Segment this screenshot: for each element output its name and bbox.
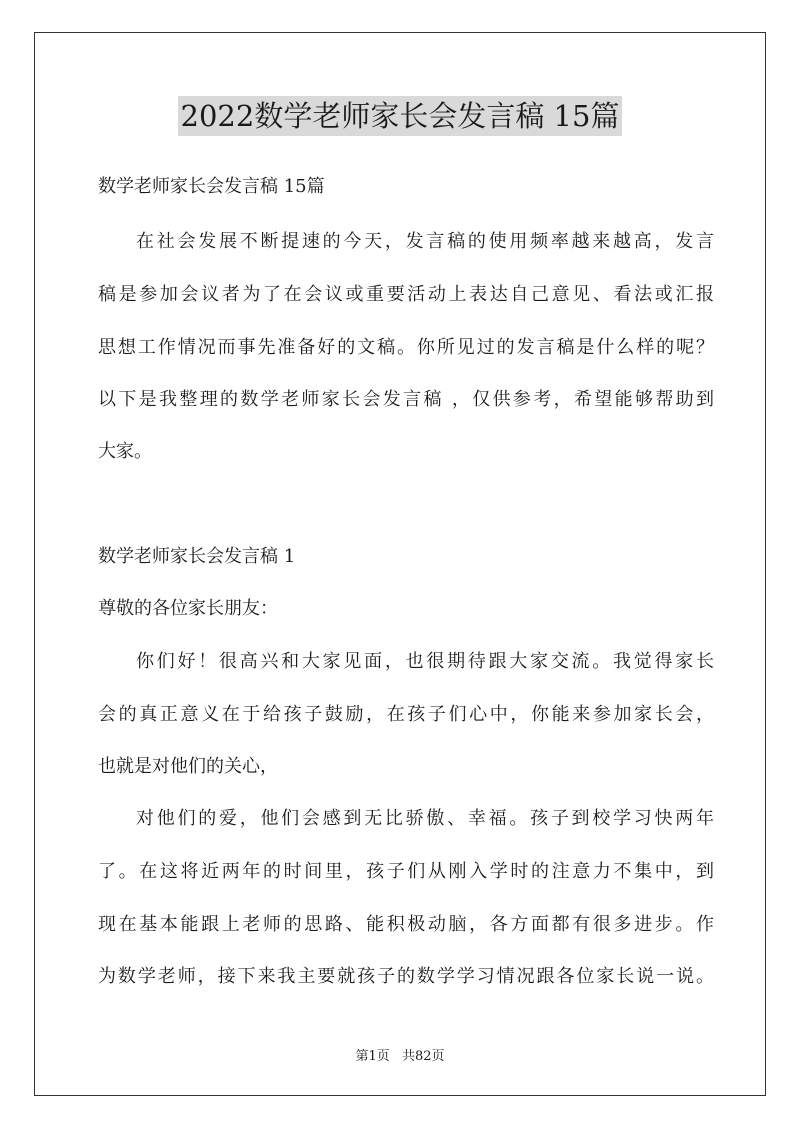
paragraph-line: 为数学老师，接下来我主要就孩子的数学学习情况跟各位家长说一说。 bbox=[98, 966, 714, 987]
intro-line: 大家。 bbox=[98, 441, 152, 462]
paragraph-line: 会的真正意义在于给孩子鼓励，在孩子们心中，你能来参加家长会， bbox=[98, 704, 714, 725]
paragraph-line: 了。在这将近两年的时间里，孩子们从刚入学时的注意力不集中，到 bbox=[98, 861, 714, 882]
intro-line: 思想工作情况而事先准备好的文稿。你所见过的发言稿是什么样的呢？ bbox=[98, 337, 714, 358]
salutation: 尊敬的各位家长朋友： bbox=[98, 598, 278, 619]
paragraph-line: 现在基本能跟上老师的思路、能积极动脑，各方面都有很多进步。作 bbox=[98, 914, 714, 935]
subtitle: 数学老师家长会发言稿 15篇 bbox=[98, 176, 325, 197]
paragraph-line: 你们好！很高兴和大家见面，也很期待跟大家交流。我觉得家长 bbox=[136, 651, 714, 672]
paragraph-line: 对他们的爱，他们会感到无比骄傲、幸福。孩子到校学习快两年 bbox=[136, 808, 714, 829]
intro-line: 以下是我整理的数学老师家长会发言稿 ，仅供参考，希望能够帮助到 bbox=[98, 389, 714, 410]
page-total: 共82页 bbox=[401, 1049, 445, 1064]
intro-line: 稿是参加会议者为了在会议或重要活动上表达自己意见、看法或汇报 bbox=[98, 284, 714, 305]
document-title: 2022数学老师家长会发言稿 15篇 bbox=[178, 96, 623, 136]
page-number: 第1页 bbox=[355, 1049, 390, 1064]
title-container bbox=[0, 96, 800, 136]
intro-line: 在社会发展不断提速的今天，发言稿的使用频率越来越高，发言 bbox=[136, 231, 714, 252]
page-footer bbox=[0, 1049, 800, 1065]
section-heading: 数学老师家长会发言稿 1 bbox=[98, 546, 296, 567]
paragraph-line: 也就是对他们的关心， bbox=[98, 756, 278, 777]
